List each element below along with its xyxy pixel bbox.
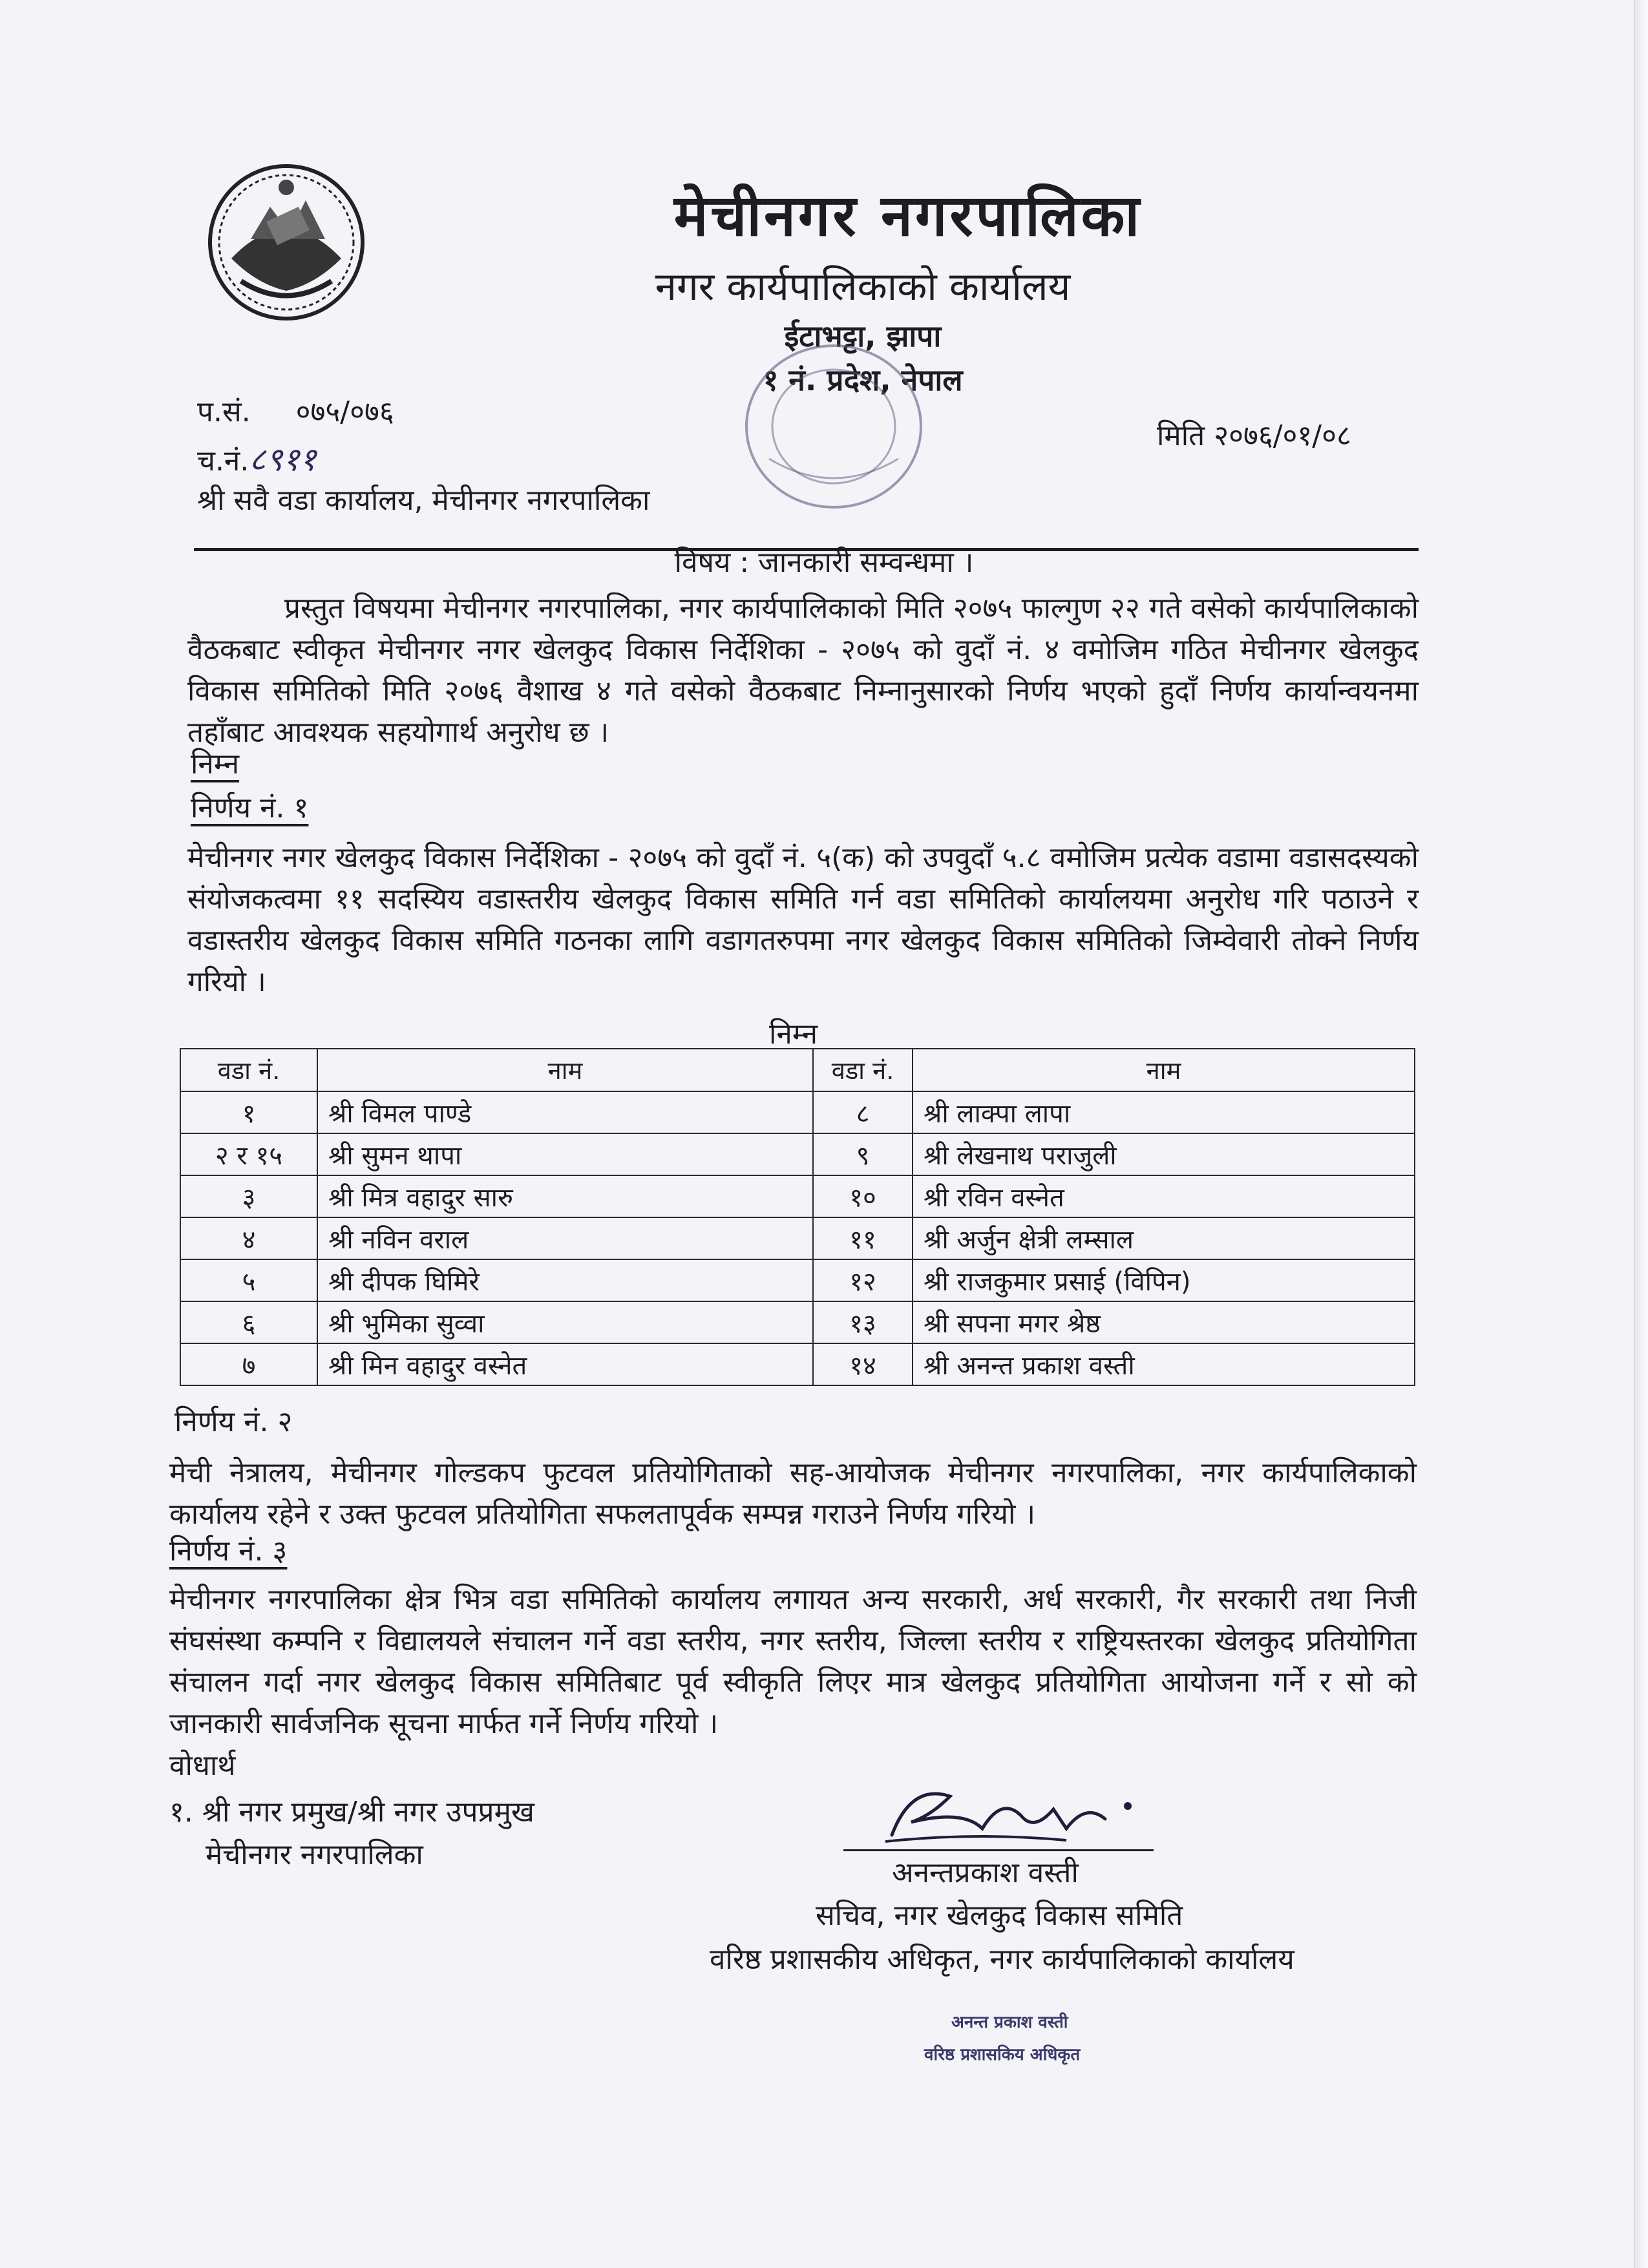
table-row — [180, 1133, 1415, 1175]
table-row — [180, 1343, 1415, 1385]
decision-3-text: मेचीनगर नगरपालिका क्षेत्र भित्र वडा समितिको कार्यालय लगायत अन्य सरकारी, अर्ध सरकारी, गैर सरकारी तथा निजी संघसंस्था कम्पनि र विद्यालयले संचालन गर्ने वडा स्तरीय, नगर स्तरीय, जिल्ला स्तरीय र राष्ट्रियस्तरका खेलकुद प्रतियोगिता संचालन गर्दा नगर खेलकुद विकास समितिबाट पूर्व स्वीकृति लिएर मात्र खेलकुद प्रतियोगिता आयोजना गर्ने र सो को जानकारी सार्वजनिक सूचना मार्फत गर्ने निर्णय गरियो । — [169, 1583, 1417, 1740]
col-name: नाम — [913, 1049, 1415, 1091]
col-ward-no: वडा नं. — [813, 1049, 913, 1091]
ward-no-cell: ८ — [813, 1091, 913, 1133]
cc-line-2: मेचीनगर नगरपालिका — [206, 1838, 423, 1871]
address-line-1: ईटाभट्टा, झापा — [784, 319, 942, 353]
signatory-role-1: सचिव, नगर खेलकुद विकास समिति — [816, 1899, 1183, 1932]
office-stamp-icon — [730, 330, 931, 517]
name-cell: श्री नविन वराल — [317, 1217, 813, 1259]
table-row — [180, 1301, 1415, 1343]
cc-line-1: १. श्री नगर प्रमुख/श्री नगर उपप्रमुख — [169, 1796, 534, 1829]
subject-line: विषय : जानकारी सम्वन्धमा । — [674, 546, 974, 579]
col-name: नाम — [317, 1049, 813, 1091]
ward-no-cell: १३ — [813, 1301, 913, 1343]
ref-value: ०७५/०७६ — [295, 395, 394, 428]
table-header-row — [180, 1049, 1415, 1091]
dispatch-label: च.नं. — [197, 445, 249, 478]
name-cell: श्री सपना मगर श्रेष्ठ — [913, 1301, 1415, 1343]
nimna-heading: निम्न — [191, 748, 240, 781]
recipient: श्री सवै वडा कार्यालय, मेचीनगर नगरपालिका — [197, 484, 650, 517]
name-cell: श्री विमल पाण्डे — [317, 1091, 813, 1133]
org-name: मेचीनगर नगरपालिका — [673, 182, 1143, 249]
letter-date — [1157, 415, 1351, 454]
name-cell: श्री सुमन थापा — [317, 1133, 813, 1175]
table-row — [180, 1091, 1415, 1133]
table-caption: निम्न — [769, 1018, 818, 1051]
dispatch-number — [197, 436, 316, 480]
col-ward-no: वडा नं. — [180, 1049, 317, 1091]
ward-no-cell: १० — [813, 1175, 913, 1217]
ward-no-cell: १४ — [813, 1343, 913, 1385]
decision-1-text: मेचीनगर नगर खेलकुद विकास निर्देशिका - २०७५ को वुदाँ नं. ५(क) को उपवुदाँ ५.८ वमोजिम प्रत्येक वडामा वडासदस्यको संयोजकत्वमा ११ सदस्यिय वडास्तरीय खेलकुद विकास समिति गर्न वडा समितिको कार्यालयमा अनुरोध गरि पठाउने र वडास्तरीय खेलकुद विकास समिति गठनका लागि वडागतरुपमा नगर खेलकुद विकास समितिको जिम्वेवारी तोक्ने निर्णय गरियो । — [187, 841, 1419, 998]
address-line-2: १ नं. प्रदेश, नेपाल — [763, 362, 963, 397]
signature-icon — [872, 1770, 1144, 1854]
intro-paragraph: प्रस्तुत विषयमा मेचीनगर नगरपालिका, नगर कार्यपालिकाको मिति २०७५ फाल्गुण २२ गते वसेको कार्यपालिकाको वैठकबाट स्वीकृत मेचीनगर नगर खेलकुद विकास निर्देशिका - २०७५ को वुदाँ नं. ४ वमोजिम गठित मेचीनगर खेलकुद विकास समितिको मिति २०७६ वैशाख ४ गते वसेको वैठकबाट निम्नानुसारको निर्णय भएको हुदाँ निर्णय कार्यान्वयनमा तहाँबाट आवश्यक सहयोगार्थ अनुरोध छ । — [187, 592, 1419, 749]
ward-no-cell: ६ — [180, 1301, 317, 1343]
ward-no-cell: ३ — [180, 1175, 317, 1217]
decision-2-text: मेची नेत्रालय, मेचीनगर गोल्डकप फुटवल प्रतियोगिताको सह-आयोजक मेचीनगर नगरपालिका, नगर कार्यपालिकाको कार्यालय रहेने र उक्त फुटवल प्रतियोगिता सफलतापूर्वक सम्पन्न गराउने निर्णय गरियो । — [169, 1456, 1417, 1531]
signatory-role-2: वरिष्ठ प्रशासकीय अधिकृत, नगर कार्यपालिकाको कार्यालय — [710, 1943, 1294, 1976]
signature-line — [843, 1849, 1154, 1851]
name-cell: श्री भुमिका सुव्वा — [317, 1301, 813, 1343]
ward-no-cell: १ — [180, 1091, 317, 1133]
ward-no-cell: ५ — [180, 1259, 317, 1301]
decision-1-heading: निर्णय नं. १ — [191, 792, 309, 824]
name-cell: श्री लाक्पा लापा — [913, 1091, 1415, 1133]
name-cell: श्री लेखनाथ पराजुली — [913, 1133, 1415, 1175]
ref-number — [197, 391, 394, 430]
name-seal-line-2: वरिष्ठ प्रशासकिय अधिकृत — [924, 2045, 1081, 2064]
ref-label: प.सं. — [197, 395, 251, 428]
name-cell: श्री अनन्त प्रकाश वस्ती — [913, 1343, 1415, 1385]
date-value: २०७६/०१/०८ — [1214, 419, 1351, 452]
decision-3-heading: निर्णय नं. ३ — [169, 1535, 288, 1568]
decision-2-heading: निर्णय नं. २ — [174, 1405, 293, 1438]
name-cell: श्री मिन वहादुर वस्नेत — [317, 1343, 813, 1385]
name-cell: श्री राजकुमार प्रसाई (विपिन) — [913, 1259, 1415, 1301]
name-cell: श्री रविन वस्नेत — [913, 1175, 1415, 1217]
table-row — [180, 1175, 1415, 1217]
ward-no-cell: ११ — [813, 1217, 913, 1259]
name-cell: श्री मित्र वहादुर सारु — [317, 1175, 813, 1217]
ward-no-cell: १२ — [813, 1259, 913, 1301]
table-row — [180, 1217, 1415, 1259]
dispatch-value: ८९११ — [249, 441, 317, 478]
office-name: नगर कार्यपालिकाको कार्यालय — [655, 264, 1071, 310]
date-label: मिति — [1157, 419, 1205, 452]
ward-no-cell: ७ — [180, 1343, 317, 1385]
ward-no-cell: २ र १५ — [180, 1133, 317, 1175]
name-cell: श्री दीपक घिमिरे — [317, 1259, 813, 1301]
name-seal-line-1: अनन्त प्रकाश वस्ती — [951, 2013, 1068, 2032]
cc-heading: वोधार्थ — [169, 1749, 236, 1782]
ward-no-cell: ९ — [813, 1133, 913, 1175]
table-row — [180, 1259, 1415, 1301]
ward-no-cell: ४ — [180, 1217, 317, 1259]
signatory-name: अनन्तप्रकाश वस्ती — [892, 1856, 1079, 1889]
name-cell: श्री अर्जुन क्षेत्री लम्साल — [913, 1217, 1415, 1259]
ward-member-table — [180, 1048, 1415, 1386]
